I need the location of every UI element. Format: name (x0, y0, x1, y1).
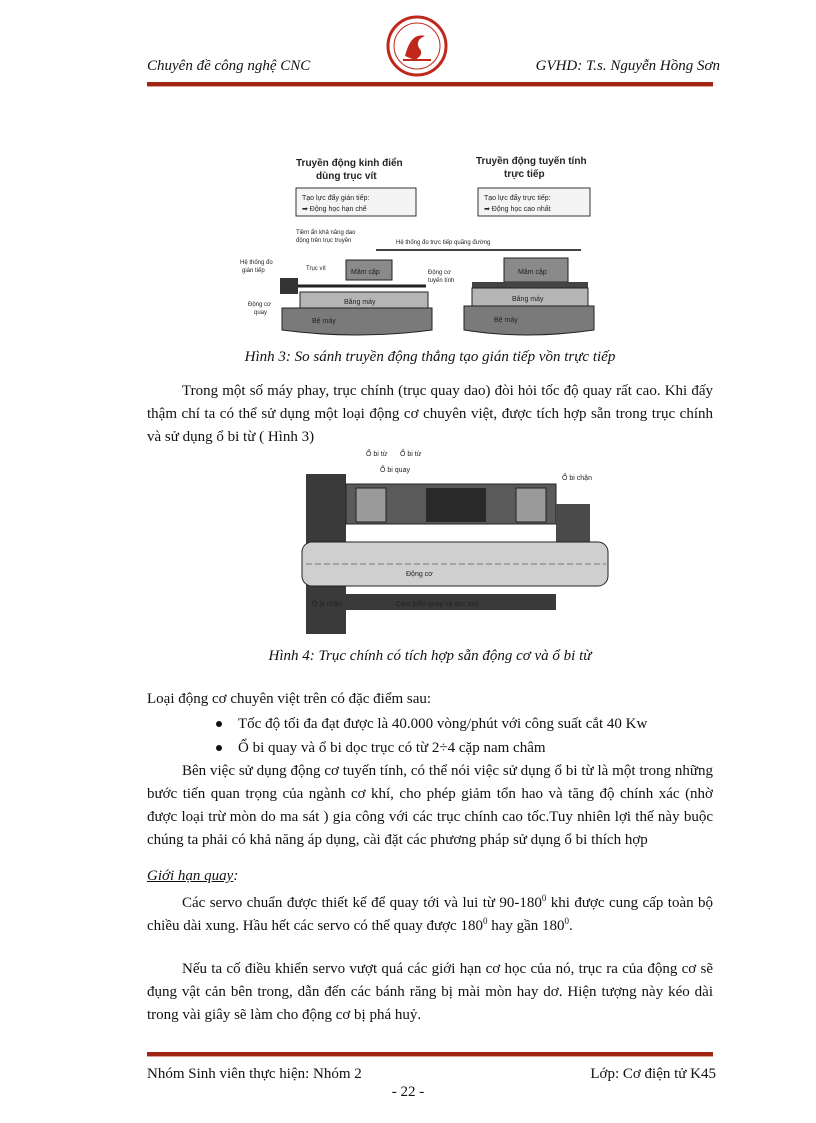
footer-rule (147, 1052, 713, 1057)
header-course-title: Chuyên đề công nghệ CNC (147, 58, 311, 74)
fig3-left-box-2: ➡ Động học hạn chế (302, 206, 367, 213)
fig3-left-box-1: Tạo lực đẩy gián tiếp: (302, 195, 370, 202)
fig3-label-he-thong-do: Hệ thống đo trực tiếp quãng đường (396, 240, 491, 246)
fig3-label-be-may-right: Bệ máy (494, 317, 518, 324)
fig4-label-cam-bien: Cảm biến quay và dọc trục (396, 601, 480, 608)
figure-4-caption: Hình 4: Trục chính có tích hợp sẵn động cơ và ổ bi từ (268, 648, 592, 664)
fig3-left-base (282, 308, 432, 335)
fig3-label-tiem-an-1: Tiềm ẩn khả năng dao (296, 230, 356, 236)
fig3-label-dong-co-quay-2: quay (254, 310, 268, 316)
page-number: - 22 - (391, 1084, 425, 1100)
fig4-label-o-bi-chan-bottom: Ổ bi chặn (312, 601, 342, 608)
section-heading-rotation-limit: Giới hạn quay: (147, 868, 239, 884)
fig4-label-o-bi-chan-top: Ổ bi chặn (562, 475, 592, 482)
fig3-label-gian-tiep-2: gián tiếp (242, 268, 265, 274)
fig4-bearing-left (356, 488, 386, 522)
fig4-label-dong-co: Động cơ (406, 571, 433, 578)
paragraph-spindle-intro: Trong một số máy phay, trục chính (trục quay dao) đòi hỏi tốc độ quay rất cao. Khi đấy thậm chí ta có thể sử dụng một loại động cơ chuyên việt, được tích hợp sẵn trong trục chính và sử dụng ổ bi từ ( Hình 3) (147, 383, 713, 445)
fig3-label-gian-tiep-1: Hệ thống đo (240, 260, 273, 266)
header-supervisor: GVHD: T.s. Nguyễn Hồng Sơn (535, 58, 720, 74)
fig4-motor-stator (426, 488, 486, 522)
feature-list (216, 712, 647, 760)
footer-class: Lớp: Cơ điện tử K45 (590, 1066, 716, 1082)
fig3-label-dong-co-quay-1: Động cơ (248, 302, 271, 308)
figure-4-spindle-cross-section (296, 444, 614, 634)
header-rule (147, 82, 713, 87)
paragraph-features-intro: Loại động cơ chuyên việt trên có đặc điểm sau: (147, 691, 432, 707)
fig3-right-base (464, 306, 594, 335)
fig3-left-title-1: Truyền động kinh điển (296, 158, 403, 169)
list-item: Ổ bi quay và ổ bi dọc trục có từ 2÷4 cặp nam châm (216, 736, 647, 760)
fig4-label-o-bi-quay: Ổ bi quay (380, 467, 410, 474)
paragraph-over-limit: Nếu ta cố điều khiển servo vượt quá các giới hạn cơ học của nó, trục ra của động cơ sẽ đụng vật cản bên trong, dẫn đến các bánh răng bị mài mòn hay dơ. Hiện tượng này kéo dài trong vài giây sẽ làm cho động cơ bị phá huỷ. (147, 961, 713, 1023)
fig3-label-mam-cap-left: Mâm cặp (351, 269, 380, 276)
fig3-label-be-may-left: Bệ máy (312, 318, 336, 325)
fig3-label-bang-may-right: Băng máy (512, 296, 544, 303)
list-item: Tốc độ tối đa đạt được là 40.000 vòng/phút với công suất cắt 40 Kw (216, 712, 647, 736)
paragraph-rotation-range: Các servo chuẩn được thiết kế để quay tới và lui từ $90-180^0$ khi được cung cấp toàn bộ chiều dài xung. Hầu hết các servo có thể quay được $180^0$ hay gần $180^0$. (147, 893, 714, 934)
fig3-label-dong-co-tt-2: tuyến tính (428, 278, 455, 284)
fig4-bearing-right (516, 488, 546, 522)
fig4-label-o-bi-tu-1: Ổ bi từ (366, 451, 388, 458)
fig3-label-mam-cap-right: Mâm cặp (518, 269, 547, 276)
fig3-left-title-2: dùng trục vít (316, 171, 377, 182)
fig3-right-box-1: Tạo lực đẩy trực tiếp: (484, 195, 551, 202)
fig3-label-bang-may-left: Băng máy (344, 299, 376, 306)
fig3-linear-motor (472, 282, 588, 288)
fig3-label-tiem-an-2: động trên trục truyền (296, 238, 352, 244)
fig3-right-box-2: ➡ Động học cao nhất (484, 206, 551, 213)
fig3-right-title-1: Truyền động tuyến tính (476, 156, 587, 167)
fig3-right-title-2: trực tiếp (504, 169, 545, 180)
fig3-label-truc-vit: Trục vít (306, 266, 326, 272)
figure-3-caption: Hình 3: So sánh truyền động thẳng tạo gián tiếp vồn trực tiếp (244, 349, 616, 365)
figure-3-drive-comparison (236, 146, 598, 340)
fig4-label-o-bi-tu-2: Ổ bi từ (400, 451, 422, 458)
footer-group: Nhóm Sinh viên thực hiện: Nhóm 2 (147, 1066, 362, 1082)
paragraph-magnetic-bearing: Bên việc sử dụng động cơ tuyến tính, có thể nói việc sử dụng ổ bi từ là một trong những bước tiến quan trọng của ngành cơ khí, cho phép giảm tổn hao và tăng độ chính xác (nhờ được loại trừ mòn do ma sát ) gia công với các trục chính cao tốc.Tuy nhiên lợi thế này buộc chúng ta phải có khả năng áp dụng, cài đặt các phương pháp sử dụng ổ bi thích hợp (147, 763, 713, 848)
fig3-rotary-motor (280, 278, 298, 294)
fig3-label-dong-co-tt-1: Động cơ (428, 270, 451, 276)
university-logo (385, 14, 449, 78)
